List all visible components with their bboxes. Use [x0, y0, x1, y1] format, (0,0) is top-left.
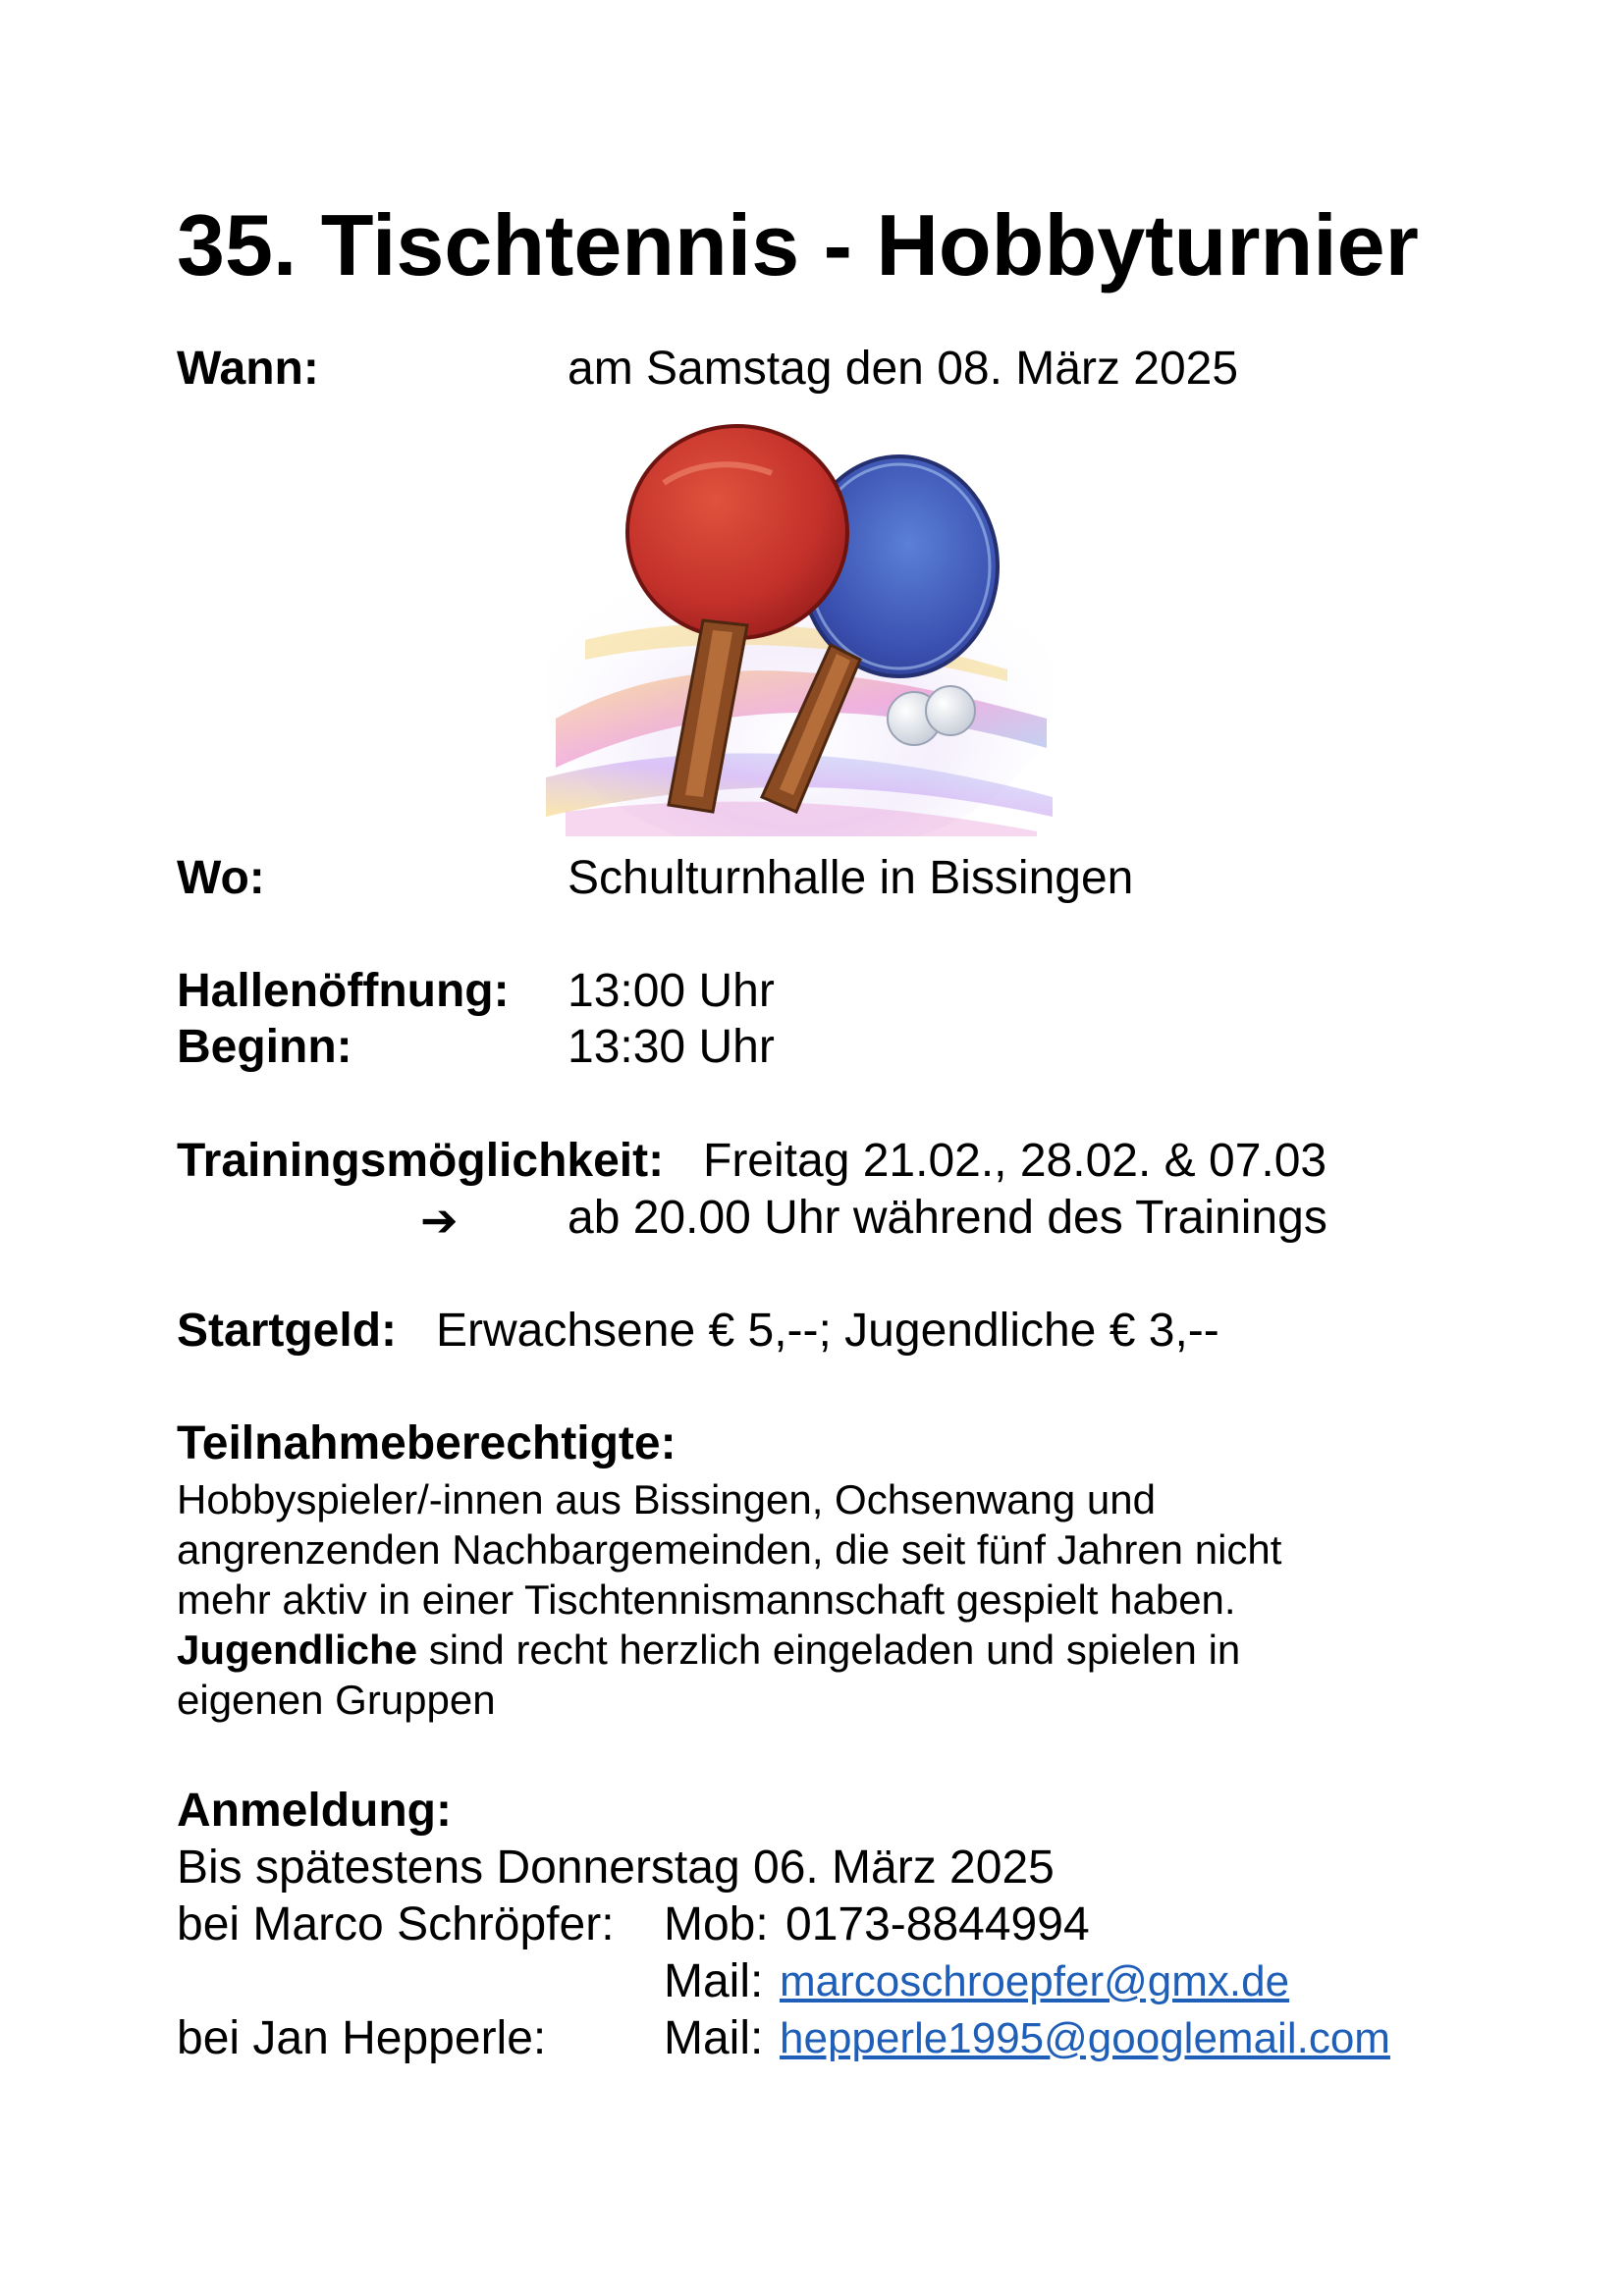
- arrow-right-icon: ➔: [420, 1195, 459, 1246]
- opening-value: 13:00 Uhr: [568, 965, 775, 1017]
- opening-label: Hallenöffnung:: [177, 965, 510, 1017]
- table-tennis-rackets-icon: [546, 424, 1053, 836]
- contact-2-email-link[interactable]: hepperle1995@googlemail.com: [780, 2014, 1390, 2062]
- contact-1-mob-label: Mob:: [664, 1898, 769, 1950]
- registration-deadline: Bis spätestens Donnerstag 06. März 2025: [177, 1842, 1055, 1894]
- where-value: Schulturnhalle in Bissingen: [568, 852, 1134, 904]
- youth-emphasis: Jugendliche: [177, 1627, 418, 1673]
- eligible-line-2: angrenzenden Nachbargemeinden, die seit fünf Jahren nicht: [177, 1526, 1282, 1573]
- contact-2-name: bei Jan Hepperle:: [177, 2012, 547, 2064]
- eligible-line-1: Hobbyspieler/-innen aus Bissingen, Ochsenwang und: [177, 1476, 1156, 1522]
- table-tennis-illustration: [546, 424, 1053, 836]
- training-label: Trainingsmöglichkeit:: [177, 1135, 665, 1187]
- fee-label: Startgeld:: [177, 1305, 398, 1357]
- eligible-line-4: [177, 1625, 1240, 1675]
- contact-1-name: bei Marco Schröpfer:: [177, 1898, 615, 1950]
- fee-value: Erwachsene € 5,--; Jugendliche € 3,--: [436, 1305, 1219, 1357]
- when-label: Wann:: [177, 343, 319, 395]
- contact-1-email-link[interactable]: marcoschroepfer@gmx.de: [780, 1957, 1290, 2005]
- eligible-line-4-rest: sind recht herzlich eingeladen und spielen in: [417, 1627, 1241, 1673]
- contact-2-mail-label: Mail:: [664, 2012, 764, 2064]
- start-value: 13:30 Uhr: [568, 1021, 775, 1073]
- eligible-line-5: eigenen Gruppen: [177, 1677, 496, 1723]
- contact-1-mobile: 0173-8844994: [785, 1898, 1090, 1950]
- page-title: 35. Tischtennis - Hobbyturnier: [177, 196, 1419, 294]
- where-label: Wo:: [177, 852, 265, 904]
- registration-label: Anmeldung:: [177, 1785, 452, 1837]
- training-value: Freitag 21.02., 28.02. & 07.03: [703, 1135, 1327, 1187]
- training-note: ab 20.00 Uhr während des Trainings: [568, 1192, 1327, 1244]
- eligible-line-3: mehr aktiv in einer Tischtennismannschaft gespielt haben.: [177, 1576, 1236, 1623]
- start-label: Beginn:: [177, 1021, 352, 1073]
- eligible-label: Teilnahmeberechtigte:: [177, 1417, 677, 1469]
- contact-1-mail-label: Mail:: [664, 1955, 764, 2007]
- when-value: am Samstag den 08. März 2025: [568, 343, 1239, 395]
